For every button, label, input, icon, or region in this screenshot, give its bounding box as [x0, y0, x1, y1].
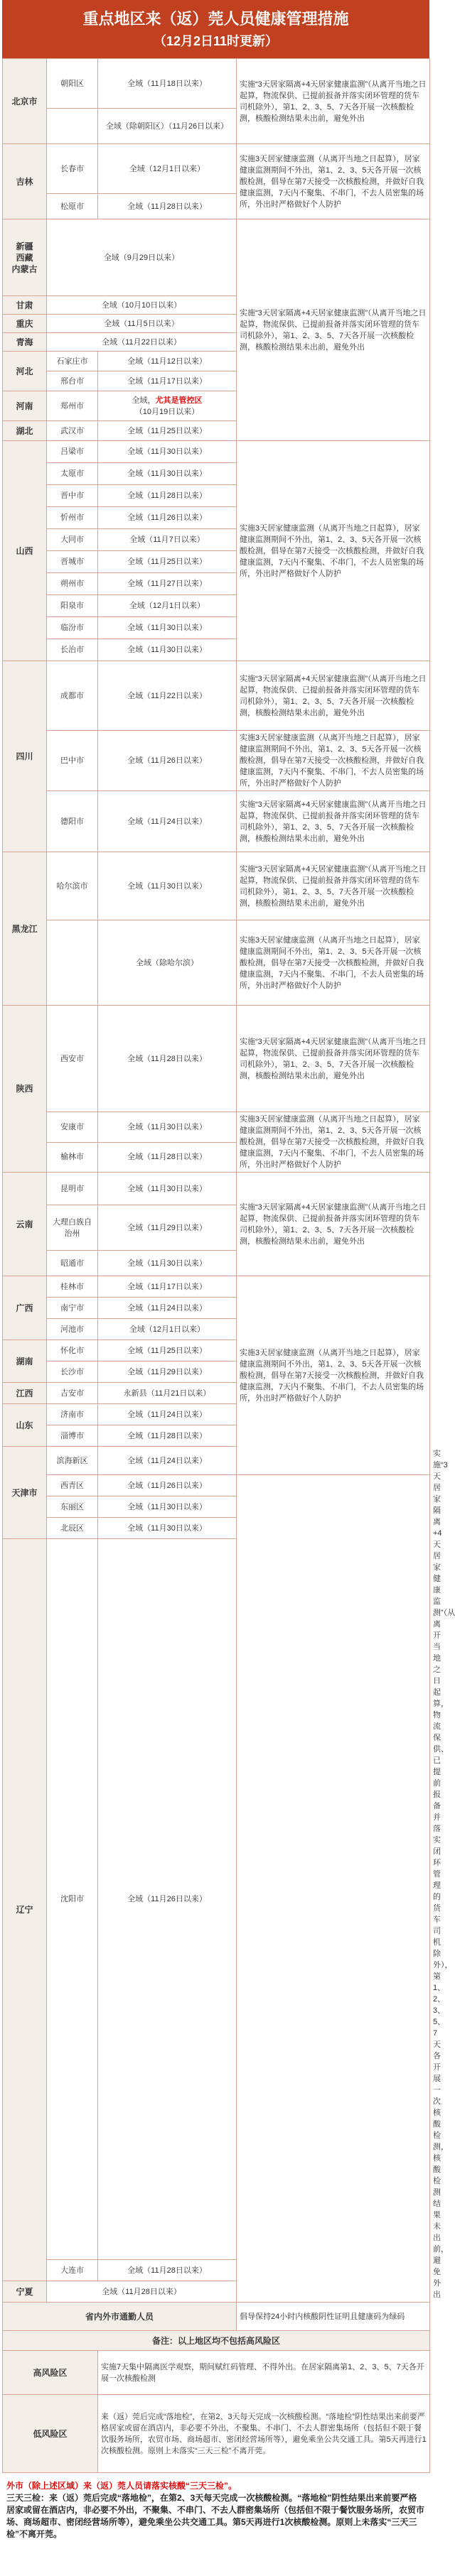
city-cell: 河池市: [47, 1319, 98, 1340]
commuter-measure: 倡导保持24小时内核酸阴性证明且健康码为绿码: [237, 2303, 430, 2331]
city-cell: 阳泉市: [47, 595, 98, 617]
area-cell: 全域（11月7日以来）: [98, 529, 237, 551]
area-cell: 全域（11月28日以来）: [98, 1425, 237, 1447]
page-title: 重点地区来（返）莞人员健康管理措施: [82, 10, 349, 28]
area-cell: 全域（9月29日以来）: [47, 219, 237, 296]
commuter-label: 省内外市通勤人员: [3, 2303, 237, 2331]
table-row: [3, 219, 430, 296]
note-text: 备注：以上地区均不包括高风险区: [3, 2331, 430, 2351]
area-cell: 全域（11月28日以来）: [98, 1006, 237, 1112]
area-text: 全域，: [132, 396, 156, 405]
city-cell: 吕梁市: [47, 441, 98, 463]
measure-cell: 实施3天居家健康监测（从离开当地之日起算），居家健康监测期间不外出，第1、2、3、5天各开展一次核酸检测，倡导在第7天接受一次核酸检测，并做好自我健康监测，7天内不聚集、不串门，不去人员密集的场所，外出时严格做好个人防护: [237, 144, 430, 219]
highlight-text: 尤其是管控区: [155, 396, 203, 405]
city-cell: 晋中市: [47, 485, 98, 507]
measure-cell: 实施“3天居家隔离+4天居家健康监测”（从离开当地之日起算，物流保供、已提前报备并落实闭环管理的货车司机除外），第1、2、3、5、7天各开展一次核酸检测，核酸检测结果未出前，避免外出: [237, 59, 430, 144]
table-row: [3, 1539, 430, 2260]
city-cell: 松原市: [47, 194, 98, 219]
province-cell: 天津市: [3, 1447, 47, 1539]
page-subtitle: （12月2日11时更新）: [153, 34, 279, 48]
city-cell: 朔州市: [47, 573, 98, 595]
area-cell: 全域（11月29日以来）: [98, 1362, 237, 1383]
province-cell: 吉林: [3, 144, 47, 219]
high-risk-label: 高风险区: [3, 2351, 98, 2395]
province-cell: 陕西: [3, 1006, 47, 1173]
city-cell: 西安市: [47, 1006, 98, 1112]
area-date: （10月19日以来）: [134, 407, 200, 416]
area-cell: 全域（11月30日以来）: [98, 1496, 237, 1518]
table-row: [3, 144, 430, 194]
city-cell: 昆明市: [47, 1173, 98, 1205]
table-row: [3, 2260, 430, 2281]
city-cell: 淄博市: [47, 1425, 98, 1447]
area-cell: 全域（11月28日以来）: [98, 2260, 237, 2281]
low-risk-row: [3, 2395, 430, 2473]
province-cell: 辽宁: [3, 1539, 47, 2281]
header: [2, 0, 429, 58]
measure-cell: 实施“3天居家隔离+4天居家健康监测”（从离开当地之日起算，物流保供、已提前报备并落实闭环管理的货车司机除外），第1、2、3、5、7天各开展一次核酸检测，核酸检测结果未出前，避免外出: [237, 1173, 430, 1276]
area-cell: 全域（11月30日以来）: [98, 1518, 237, 1539]
measure-cell: 实施“3天居家隔离+4天居家健康监测”（从离开当地之日起算，物流保供、已提前报备并落实闭环管理的货车司机除外），第1、2、3、5、7天各开展一次核酸检测，核酸检测结果未出前，避免外出: [237, 1006, 430, 1112]
table-row: 天津市 滨海新区 全域（11月24日以来） 实施“3天居家隔离+4天居家健康监测”（从离开当地之日起算，物流保供、已提前报备并落实闭环管理的货车司机除外），第1、2、3、5、7天各开展一次核酸检测，核酸检测结果未出前，避免外出: [3, 1447, 430, 1475]
area-cell: 全域（11月28日以来）: [98, 194, 237, 219]
measure-cell: 实施3天居家健康监测（从离开当地之日起算），居家健康监测期间不外出，第1、2、3、5天各开展一次核酸检测，倡导在第7天接受一次核酸检测，并做好自我健康监测，7天内不聚集、不串门，不去人员密集的场所，外出时严格做好个人防护: [237, 920, 430, 1006]
province-cell: 重庆: [3, 315, 47, 333]
province-cell: 湖南: [3, 1340, 47, 1383]
measure-cell: 实施“3天居家隔离+4天居家健康监测”（从离开当地之日起算，物流保供、已提前报备并落实闭环管理的货车司机除外），第1、2、3、5、7天各开展一次核酸检测，核酸检测结果未出前，避免外出: [237, 661, 430, 731]
province-cell: 江西: [3, 1383, 47, 1404]
city-cell: 长春市: [47, 144, 98, 194]
province-cell: 宁夏: [3, 2281, 47, 2303]
city-cell: 朝阳区: [47, 59, 98, 109]
province-cell: 四川: [3, 661, 47, 852]
high-risk-measure: 实施7天集中隔离医学观察，期间赋红码管理、不得外出。在居家隔离第1、2、3、5、7天各开展一次核酸检测: [98, 2351, 430, 2395]
table-row: [3, 1475, 430, 1496]
table-row: [3, 1173, 430, 1205]
province-cell: 云南: [3, 1173, 47, 1276]
city-cell: 大同市: [47, 529, 98, 551]
area-cell: 全域（12月1日以来）: [98, 595, 237, 617]
note-row: [3, 2331, 430, 2351]
city-cell: 吉安市: [47, 1383, 98, 1404]
measure-cell: 实施3天居家健康监测（从离开当地之日起算），居家健康监测期间不外出，第1、2、3、5天各开展一次核酸检测，倡导在第7天接受一次核酸检测，并做好自我健康监测，7天内不聚集、不串门，不去人员密集的场所，外出时严格做好个人防护: [237, 1112, 430, 1173]
city-cell: 长沙市: [47, 1362, 98, 1383]
province-cell: 山东: [3, 1404, 47, 1447]
area-cell: 全域（11月30日以来）: [98, 639, 237, 661]
province-cell: 黑龙江: [3, 852, 47, 1006]
city-cell: [47, 109, 98, 144]
area-cell: 全域（11月24日以来）: [98, 791, 237, 852]
area-cell: 全域（11月30日以来）: [98, 1173, 237, 1205]
area-cell: 全域（11月30日以来）: [98, 441, 237, 463]
city-cell: 哈尔滨市: [47, 852, 98, 920]
table-row-commuter: [3, 2303, 430, 2331]
city-cell: 郑州市: [47, 391, 98, 421]
province-cell: 湖北: [3, 421, 47, 441]
area-cell: 全域（除哈尔滨）: [98, 920, 237, 1006]
table-row: [3, 1518, 430, 1539]
area-cell: 全域（11月24日以来）: [98, 1404, 237, 1425]
province-cell: 山西: [3, 441, 47, 661]
area-cell: 全域（11月26日以来）: [98, 1539, 237, 2260]
city-cell: 滨海新区: [47, 1447, 98, 1475]
table-row: [3, 2281, 430, 2303]
area-cell: [98, 391, 237, 421]
province-cell: 甘肃: [3, 296, 47, 315]
table-row: [3, 441, 430, 463]
city-cell: 济南市: [47, 1404, 98, 1425]
area-cell: 全域（11月30日以来）: [98, 617, 237, 639]
area-cell: 全域（11月26日以来）: [98, 1475, 237, 1496]
table-row: [3, 731, 430, 791]
area-cell: 全域（11月30日以来）: [98, 852, 237, 920]
province-cell: 北京市: [3, 59, 47, 144]
area-cell: 全域（11月25日以来）: [98, 421, 237, 441]
city-cell: 昭通市: [47, 1251, 98, 1276]
city-cell: 武汉市: [47, 421, 98, 441]
city-cell: 南宁市: [47, 1298, 98, 1319]
measures-table: [2, 58, 455, 2473]
city-cell: 德阳市: [47, 791, 98, 852]
area-cell: 全域（11月30日以来）: [98, 463, 237, 485]
province-cell: 新疆 西藏 内蒙古: [3, 219, 47, 296]
area-cell: 全域（11月24日以来）: [98, 1298, 237, 1319]
table-row: [3, 1006, 430, 1112]
footer: [2, 2473, 429, 2548]
area-cell: 全域（11月24日以来）: [98, 1447, 237, 1475]
city-cell: 大连市: [47, 2260, 98, 2281]
footer-body: 三天三检：来（返）莞后完成“落地检”，在第2、3天每天完成一次核酸检测。“落地检”阴性结果出来前要严格居家或留在酒店内，非必要不外出，不聚集、不串门、不去人群密集场所（包括但不限于餐饮服务场所，农贸市场、商场超市、密闭经营场所等），避免乘坐公共交通工具。第5天再进行1次核酸检测。原则上未落实“三天三检”不离开莞。: [6, 2493, 425, 2539]
province-cell: 河南: [3, 391, 47, 421]
table-row: [3, 1496, 430, 1518]
city-cell: 邢台市: [47, 371, 98, 391]
city-cell: 安康市: [47, 1112, 98, 1143]
area-cell: 全域（11月28日以来）: [47, 2281, 237, 2303]
table-row: [3, 852, 430, 920]
area-cell: 全域（11月29日以来）: [98, 1205, 237, 1251]
measure-cell: 实施“3天居家隔离+4天居家健康监测”（从离开当地之日起算，物流保供、已提前报备并落实闭环管理的货车司机除外），第1、2、3、5、7天各开展一次核酸检测，核酸检测结果未出前，避免外出: [237, 791, 430, 852]
city-cell: 临汾市: [47, 617, 98, 639]
measure-cell: 实施3天居家健康监测（从离开当地之日起算），居家健康监测期间不外出，第1、2、3、5天各开展一次核酸检测，倡导在第7天接受一次核酸检测，并做好自我健康监测，7天内不聚集、不串门，不去人员密集的场所，外出时严格做好个人防护: [237, 441, 430, 661]
area-cell: 全域（11月30日以来）: [98, 1112, 237, 1143]
low-risk-label: 低风险区: [3, 2395, 98, 2473]
area-cell: 全域（11月5日以来）: [47, 315, 237, 333]
city-cell: 太原市: [47, 463, 98, 485]
area-cell: 全域（11月17日以来）: [98, 1276, 237, 1298]
area-cell: 全域（11月18日以来）: [98, 59, 237, 109]
city-cell: 长治市: [47, 639, 98, 661]
measure-cell: 实施“3天居家隔离+4天居家健康监测”（从离开当地之日起算，物流保供、已提前报备并落实闭环管理的货车司机除外），第1、2、3、5、7天各开展一次核酸检测，核酸检测结果未出前，避免外出: [237, 219, 430, 441]
city-cell: 大理白族自治州: [47, 1205, 98, 1251]
city-cell: 石家庄市: [47, 352, 98, 371]
area-cell: 全域（11月30日以来）: [98, 1251, 237, 1276]
area-cell: 全域（11月27日以来）: [98, 573, 237, 595]
area-cell: 全域（11月26日以来）: [98, 731, 237, 791]
area-cell: 全域（11月28日以来）: [98, 1142, 237, 1173]
low-risk-measure: 来（返）莞后完成“落地检”，在第2、3天每天完成一次核酸检测。“落地检”阴性结果出来前要严格居家或留在酒店内，非必要不外出，不聚集、不串门、不去人群密集场所（包括但不限于餐饮服务场所，农贸市场、商场超市、密闭经营场所等），避免乘坐公共交通工具。第5天再进行1次核酸检测。原则上未落实“三天三检”不离开莞。: [98, 2395, 430, 2473]
city-cell: 忻州市: [47, 507, 98, 529]
high-risk-row: [3, 2351, 430, 2395]
table-row: [3, 661, 430, 731]
measure-cell: 实施3天居家健康监测（从离开当地之日起算），居家健康监测期间不外出，第1、2、3、5天各开展一次核酸检测，倡导在第7天接受一次核酸检测，并做好自我健康监测，7天内不聚集、不串门，不去人员密集的场所，外出时严格做好个人防护: [237, 731, 430, 791]
area-cell: 全域（除朝阳区）（11月26日以来）: [98, 109, 237, 144]
table-row: [3, 920, 430, 1006]
city-cell: 晋城市: [47, 551, 98, 573]
measure-cell: 实施3天居家健康监测（从离开当地之日起算），居家健康监测期间不外出，第1、2、3、5天各开展一次核酸检测，倡导在第7天接受一次核酸检测，并做好自我健康监测，7天内不聚集、不串门，不去人员密集的场所，外出时严格做好个人防护: [237, 1276, 430, 1475]
area-cell: 全域（11月22日以来）: [47, 333, 237, 352]
footer-heading: 外市（除上述区域）来（返）莞人员请落实核酸“三天三检”。: [6, 2481, 237, 2491]
city-cell: 怀化市: [47, 1340, 98, 1362]
area-cell: 全域（10月10日以来）: [47, 296, 237, 315]
city-cell: 桂林市: [47, 1276, 98, 1298]
area-cell: 全域（11月26日以来）: [98, 507, 237, 529]
area-cell: 全域（12月1日以来）: [98, 144, 237, 194]
province-cell: 河北: [3, 352, 47, 391]
area-cell: 全域（11月17日以来）: [98, 371, 237, 391]
city-cell: 榆林市: [47, 1142, 98, 1173]
city-cell: [47, 920, 98, 1006]
measure-cell: 实施“3天居家隔离+4天居家健康监测”（从离开当地之日起算，物流保供、已提前报备并落实闭环管理的货车司机除外），第1、2、3、5、7天各开展一次核酸检测，核酸检测结果未出前，避免外出: [237, 852, 430, 920]
province-cell: 广西: [3, 1276, 47, 1340]
province-cell: 青海: [3, 333, 47, 352]
area-cell: 全域（11月25日以来）: [98, 551, 237, 573]
city-cell: 沈阳市: [47, 1539, 98, 2260]
city-cell: 西青区: [47, 1475, 98, 1496]
city-cell: 成都市: [47, 661, 98, 731]
table-row: [3, 59, 430, 109]
document: [2, 0, 455, 2548]
area-cell: 全域（11月12日以来）: [98, 352, 237, 371]
area-cell: 全域（12月1日以来）: [98, 1319, 237, 1340]
area-cell: 全域（11月28日以来）: [98, 485, 237, 507]
area-cell: 永新县（11月21日以来）: [98, 1383, 237, 1404]
table-row: [3, 1276, 430, 1298]
city-cell: 北辰区: [47, 1518, 98, 1539]
table-row: [3, 791, 430, 852]
area-cell: 全域（11月25日以来）: [98, 1340, 237, 1362]
city-cell: 东丽区: [47, 1496, 98, 1518]
city-cell: 巴中市: [47, 731, 98, 791]
area-cell: 全域（11月22日以来）: [98, 661, 237, 731]
table-row: [3, 1112, 430, 1143]
